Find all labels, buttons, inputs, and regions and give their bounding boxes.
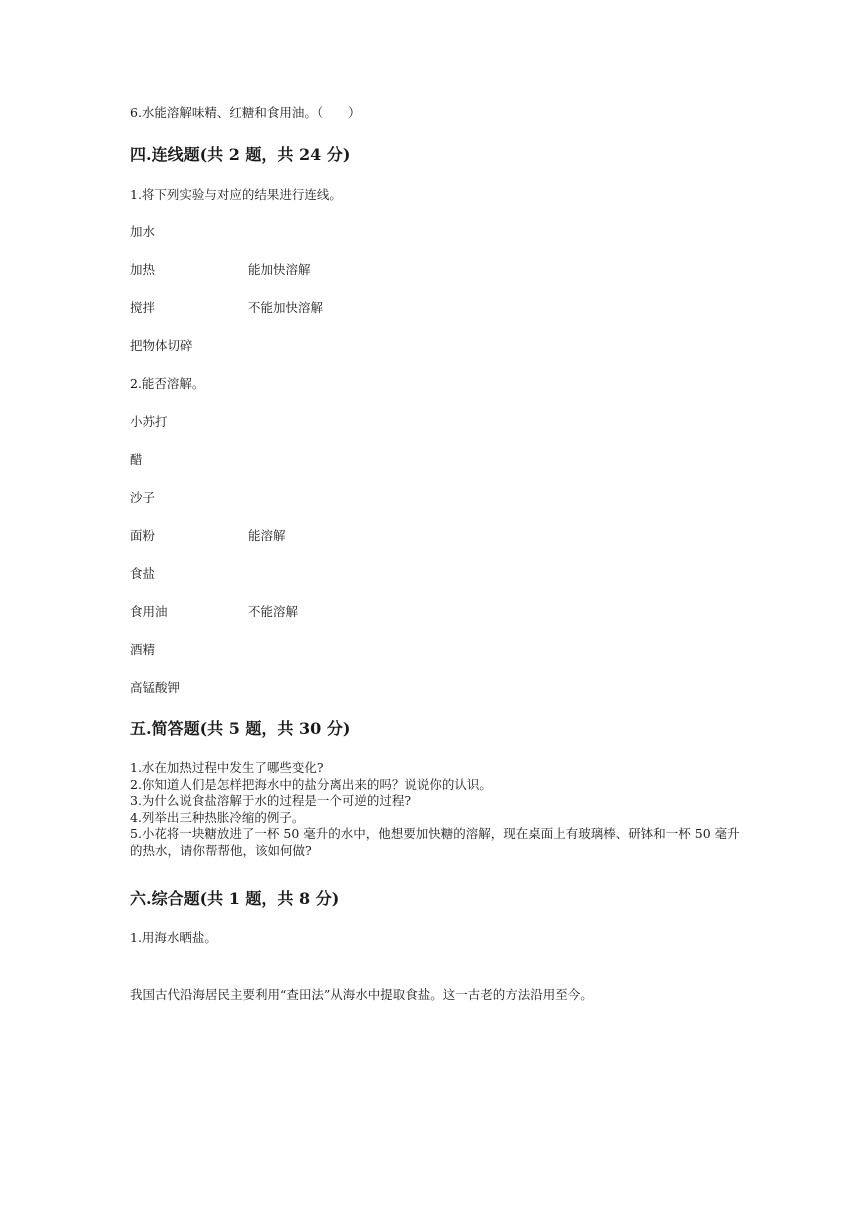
short-answer-item: 3.为什么说食盐溶解于水的过程是一个可逆的过程?	[130, 793, 412, 808]
section-6-passage: 我国古代沿海居民主要利用“查田法”从海水中提取食盐。这一古老的方法沿用至今。	[130, 987, 593, 1002]
match-left-item: 搅拌	[130, 300, 156, 315]
section-6-title: 六.综合题(共 1 题，共 8 分)	[130, 889, 340, 908]
match-left-item: 加热	[130, 262, 156, 277]
match-left-item: 沙子	[130, 490, 156, 505]
question-6: 6.水能溶解味精、红糖和食用油。（ ）	[130, 105, 361, 120]
match-right-item: 能溶解	[248, 528, 286, 543]
match-left-item: 小苏打	[130, 414, 168, 429]
section-5-questions	[130, 760, 740, 859]
match-right-item: 不能加快溶解	[248, 300, 324, 315]
match-left-item: 加水	[130, 224, 156, 239]
short-answer-item: 5.小花将一块糖放进了一杯 50 毫升的水中，他想要加快糖的溶解，现在桌面上有玻璃棒、研钵和一杯 50 毫升的热水，请你帮帮他，该如何做?	[130, 826, 740, 858]
short-answer-item: 4.列举出三种热胀冷缩的例子。	[130, 809, 305, 825]
match-left-item: 醋	[130, 452, 143, 467]
match-right-item: 能加快溶解	[248, 262, 311, 277]
short-answer-item: 2.你知道人们是怎样把海水中的盐分离出来的吗？说说你的认识。	[130, 776, 492, 792]
match-right-item: 不能溶解	[248, 604, 299, 619]
match-left-item: 高锰酸钾	[130, 680, 181, 695]
short-answer-item: 1.水在加热过程中发生了哪些变化?	[130, 760, 324, 775]
match-left-item: 食盐	[130, 566, 156, 581]
match-left-item: 酒精	[130, 642, 156, 657]
section-5-title: 五.简答题(共 5 题，共 30 分)	[130, 719, 351, 738]
section-6-q1: 1.用海水晒盐。	[130, 930, 217, 945]
match-left-item: 把物体切碎	[130, 338, 193, 353]
section-4-title: 四.连线题(共 2 题，共 24 分)	[130, 145, 351, 164]
section-4-q1-prompt: 1.将下列实验与对应的结果进行连线。	[130, 187, 342, 202]
match-left-item: 面粉	[130, 528, 156, 543]
match-left-item: 食用油	[130, 604, 168, 619]
section-4-q2-prompt: 2.能否溶解。	[130, 376, 205, 391]
